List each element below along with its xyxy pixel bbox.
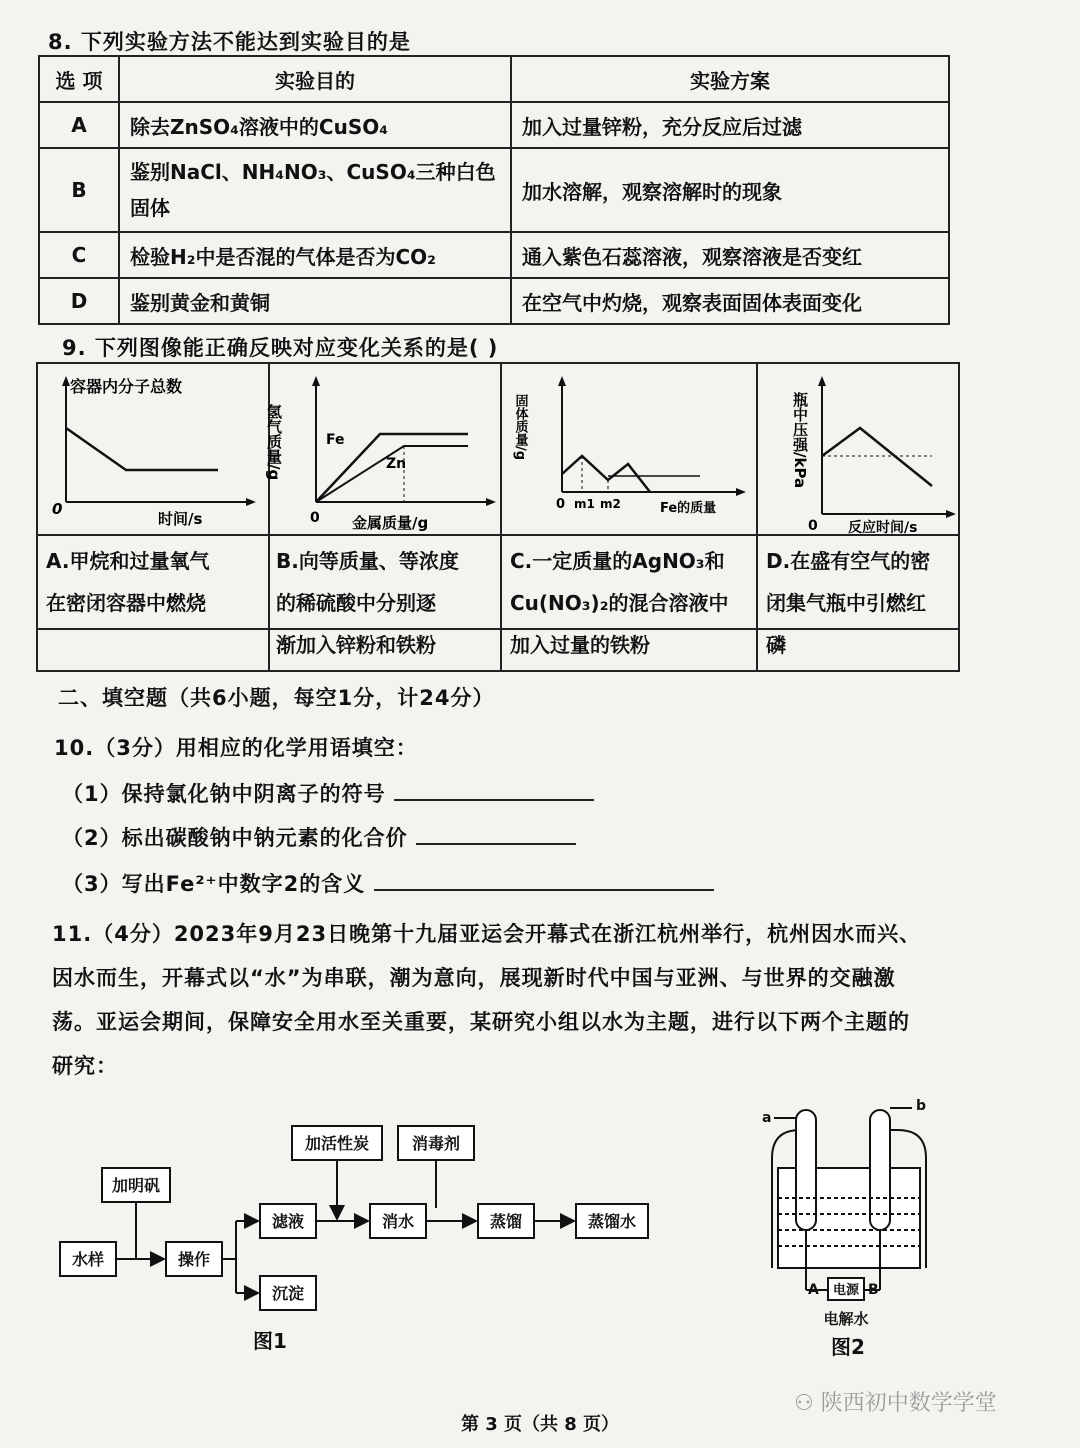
row-option: C [39, 232, 119, 278]
figure-2-electrolysis [744, 1090, 954, 1370]
node-clean-water-label: 消水 [381, 1212, 415, 1231]
q11-line3: 荡。亚运会期间，保障安全用水至关重要，某研究小组以水为主题，进行以下两个主题的 [52, 1010, 910, 1034]
wechat-icon: ⚇ [794, 1391, 814, 1416]
caption-c-line2: Cu(NO₃)₂的混合溶液中 [510, 591, 729, 615]
table-row [39, 278, 949, 324]
caption-b-line1: B.向等质量、等浓度 [276, 549, 459, 573]
graph-a-origin: 0 [52, 500, 63, 518]
node-filtrate-label: 滤液 [271, 1212, 305, 1231]
row-goal: 鉴别黄金和黄铜 [119, 278, 511, 324]
row-goal: 除去ZnSO₄溶液中的CuSO₄ [119, 102, 511, 148]
figure-1-flowchart [50, 1118, 660, 1368]
node-alum-label: 加明矾 [111, 1176, 161, 1195]
figure-1-caption: 图1 [253, 1329, 287, 1353]
caption-a [46, 540, 209, 624]
row-plan: 加水溶解，观察溶解时的现象 [511, 148, 949, 232]
figure-2-caption: 图2 [831, 1335, 865, 1359]
q10-title: 10.（3分）用相应的化学用语填空： [54, 736, 418, 760]
header-goal: 实验目的 [119, 56, 511, 102]
row-goal: 检验H₂中是否混的气体是否为CO₂ [119, 232, 511, 278]
q9-grid [36, 362, 960, 672]
caption-b-line3: 渐加入锌粉和铁粉 [276, 633, 436, 657]
graph-c-xlabel: Fe的质量 [660, 501, 717, 516]
caption-b-line2: 的稀硫酸中分别逐 [276, 591, 436, 615]
label-A: A [808, 1282, 819, 1298]
table-header-row [39, 56, 949, 102]
node-distill-label: 蒸馏 [489, 1212, 523, 1231]
caption-d-line1: D.在盛有空气的密 [766, 549, 931, 573]
q8-title: 8. 下列实验方法不能达到实验目的是 [48, 30, 411, 54]
q11-line4: 研究： [52, 1054, 118, 1078]
graph-d [756, 364, 958, 534]
graph-d-xlabel: 反应时间/s [848, 520, 918, 536]
caption-a-line2: 在密闭容器中燃烧 [46, 591, 206, 615]
caption-d [766, 540, 930, 666]
q10-item-2-text: （2）标出碳酸钠中钠元素的化合价 [62, 826, 408, 850]
row-plan: 在空气中灼烧，观察表面固体表面变化 [511, 278, 949, 324]
q9-title: 9. 下列图像能正确反映对应变化关系的是( ) [62, 336, 499, 360]
graph-c-tick-m1: m1 [574, 497, 595, 511]
node-carbon-label: 加活性炭 [304, 1134, 370, 1153]
graph-a [38, 364, 268, 534]
q10-item-2 [62, 822, 576, 852]
answer-blank-3[interactable] [374, 869, 714, 891]
header-option: 选 项 [39, 56, 119, 102]
node-sample-label: 水样 [71, 1250, 105, 1269]
q10-item-1-text: （1）保持氯化钠中阴离子的符号 [62, 782, 386, 806]
power-source: 电源 [832, 1283, 860, 1298]
label-a: a [762, 1110, 772, 1126]
graph-b-fe-label: Fe [326, 432, 345, 448]
header-plan: 实验方案 [511, 56, 949, 102]
graph-a-ylabel: 容器内分子总数 [70, 377, 183, 396]
graph-b-ylabel: 氢气质量/g [265, 404, 283, 481]
section2-title: 二、填空题（共6小题，每空1分，计24分） [58, 686, 495, 710]
graph-d-origin: 0 [808, 518, 818, 534]
row-option: A [39, 102, 119, 148]
caption-b [276, 540, 459, 666]
node-operation-label: 操作 [177, 1250, 211, 1269]
graph-c-tick-m2: m2 [600, 497, 621, 511]
graph-b-xlabel: 金属质量/g [352, 514, 429, 532]
watermark-text: 陕西初中数学学堂 [820, 1391, 997, 1416]
caption-d-line3: 磷 [766, 633, 786, 657]
q10-item-1 [62, 778, 594, 808]
table-row [39, 102, 949, 148]
caption-c-line3: 加入过量的铁粉 [510, 633, 650, 657]
q8-table [38, 55, 950, 325]
node-distilled-water-label: 蒸馏水 [587, 1212, 637, 1231]
answer-blank-1[interactable] [394, 779, 594, 801]
q11-line2: 因水而生，开幕式以“水”为串联，潮为意向，展现新时代中国与亚洲、与世界的交融激 [52, 966, 896, 990]
graph-c-origin: 0 [556, 497, 566, 512]
caption-c [510, 540, 728, 666]
graph-c [500, 364, 756, 534]
row-plan: 加入过量锌粉，充分反应后过滤 [511, 102, 949, 148]
graph-d-ylabel: 瓶中压强/kPa [791, 392, 809, 489]
caption-a-line1: A.甲烷和过量氧气 [46, 549, 210, 573]
graph-c-ylabel: 固体质量/g [512, 394, 528, 461]
graph-a-xlabel: 时间/s [158, 510, 203, 528]
row-option: B [39, 148, 119, 232]
electrolysis-label: 电解水 [823, 1310, 869, 1328]
q10-item-3 [62, 868, 714, 898]
row-option: D [39, 278, 119, 324]
graph-b-zn-label: Zn [386, 456, 407, 472]
q11-line1: 11.（4分）2023年9月23日晚第十九届亚运会开幕式在浙江杭州举行，杭州因水而兴、 [52, 922, 922, 946]
table-row [39, 232, 949, 278]
table-row [39, 148, 949, 232]
page-footer: 第 3 页（共 8 页） [460, 1414, 620, 1435]
q11-text [52, 912, 1052, 1088]
answer-blank-2[interactable] [416, 823, 576, 845]
graph-b [265, 364, 500, 534]
label-b: b [916, 1098, 927, 1114]
graph-b-origin: 0 [310, 510, 320, 526]
label-B: B [868, 1282, 879, 1298]
caption-d-line2: 闭集气瓶中引燃红 [766, 591, 926, 615]
row-plan: 通入紫色石蕊溶液，观察溶液是否变红 [511, 232, 949, 278]
row-goal: 鉴别NaCl、NH₄NO₃、CuSO₄三种白色固体 [119, 148, 511, 232]
node-disinfectant-label: 消毒剂 [411, 1134, 461, 1153]
q10-item-3-text: （3）写出Fe²⁺中数字2的含义 [62, 872, 366, 896]
caption-c-line1: C.一定质量的AgNO₃和 [510, 549, 725, 573]
node-precipitate-label: 沉淀 [271, 1284, 305, 1303]
